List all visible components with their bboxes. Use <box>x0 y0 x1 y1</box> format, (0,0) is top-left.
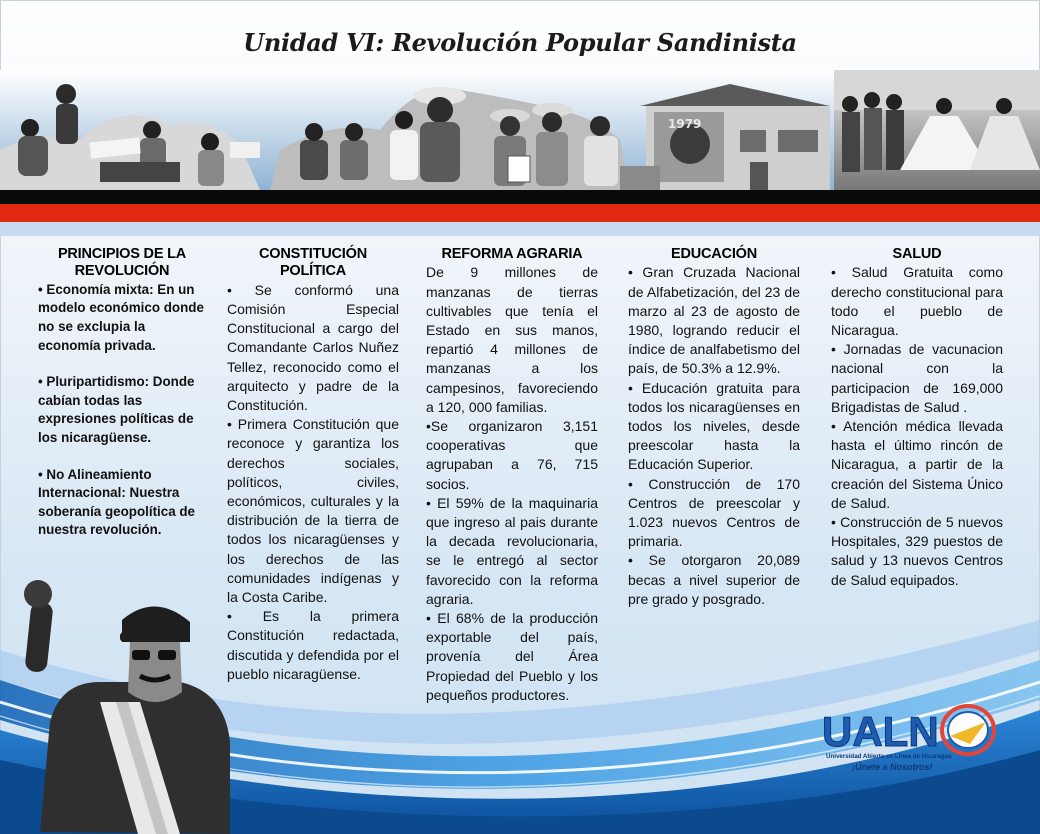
logo-slogan: ¡Únete a Nosotros! <box>852 762 933 772</box>
leader-photo <box>20 572 230 834</box>
ualn-logo <box>818 700 998 780</box>
educacion-item: • Educación gratuita para todos los nicaragüenses en todos los niveles, desde preescolar hasta la Educación Superior. <box>628 379 800 473</box>
principios-item: • No Alineamiento Internacional: Nuestra soberanía geopolítica de nuestra revolución. <box>38 466 196 538</box>
column-salud <box>831 246 1003 590</box>
mural-text: 1979 <box>668 117 702 131</box>
column-educacion <box>628 246 800 609</box>
constitucion-heading: CONSTITUCIÓN POLÍTICA <box>259 246 367 280</box>
educacion-item: • Gran Cruzada Nacional de Alfabetización, del 23 de marzo al 23 de agosto de 1980, logrando reducir el índice de analfabetismo del país, de 50.3% a 12.9%. <box>628 264 800 377</box>
salud-item: • Salud Gratuita como derecho constitucional para todo el pueblo de Nicaragua. <box>831 264 1003 338</box>
reforma-item: •Se organizaron 3,151 cooperativas que agrupaban a 76, 715 socios. <box>426 418 598 492</box>
principios-item: • Pluripartidismo: Donde cabían todas las expresiones políticas de los nicaragüense. <box>38 374 195 445</box>
salud-item: • Atención médica llevada hasta el último rincón de Nicaragua, a partir de la creación del Sistema Único de Salud. <box>831 418 1003 511</box>
educacion-heading: EDUCACIÓN <box>670 246 757 262</box>
salud-item: • Jornadas de vacunacion nacional con la participacion de 169,000 Brigadistas de Salud . <box>831 341 1003 415</box>
constitucion-item: • Es la primera Constitución redactada, discutida y defendida por el pueblo nicaragüense. <box>227 608 399 682</box>
constitucion-item: • Se conformó una Comisión Especial Constitucional a cargo del Comandante Carlos Nuñez Tellez, reconocido como el arquitecto y padre de la Constitución. <box>227 281 399 413</box>
constitucion-item: • Primera Constitución que reconoce y garantiza los derechos sociales, políticos, civiles, económicos, culturales y la distribución de la tierra de todos los nicaragüenses y los derechos de las comunidades indígenas y la Costa Caribe. <box>227 416 399 606</box>
principios-item: • Economía mixta: En un modelo económico donde no se exclupia la economía privada. <box>38 281 204 353</box>
educacion-item: • Construcción de 170 Centros de preescolar y 1.023 nuevos Centros de primaria. <box>628 475 800 550</box>
reforma-item: • El 68% de la producción exportable del país, provenía del Área Propiedad del Pueblo y los pequeños productores. <box>426 610 598 703</box>
reforma-heading: REFORMA AGRARIA <box>441 246 583 262</box>
educacion-item: • Se otorgaron 20,089 becas a nivel superior de pre grado y posgrado. <box>628 552 800 607</box>
salud-heading: SALUD <box>892 246 942 262</box>
photo-banner <box>0 70 1040 236</box>
page-title: Unidad VI: Revolución Popular Sandinista <box>243 28 797 57</box>
principios-heading: PRINCIPIOS DE LA REVOLUCIÓN <box>57 246 187 280</box>
reforma-item: De 9 millones de manzanas de tierras cultivables que tenía el Estado en sus manos, repartió 4 millones de manzanas a los campesinos, favoreciendo a 120, 000 familias. <box>426 264 598 415</box>
reforma-item: • El 59% de la maquinaria que ingreso al pais durante la decada revolucionaria, se le entregó al sector favorecido con la reforma agraria. <box>426 494 598 607</box>
salud-item: • Construcción de 5 nuevos Hospitales, 329 puestos de salud y 13 nuevos Centros de Salud equipados. <box>831 514 1003 588</box>
logo-subtitle: Universidad Abierta en Línea de Nicaragua <box>826 753 952 760</box>
folk-dance-photo <box>834 70 1040 200</box>
logo-text: UALN <box>822 708 939 755</box>
column-principios <box>38 246 206 540</box>
